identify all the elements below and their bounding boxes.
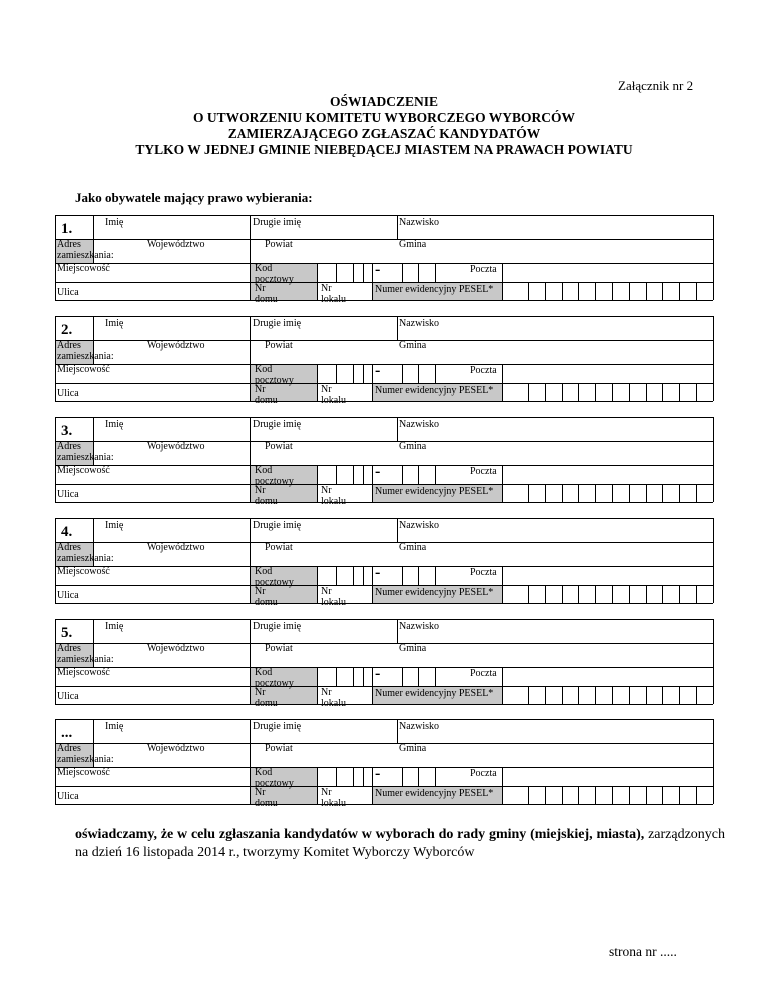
house-number-label: Nr domu xyxy=(255,384,278,406)
address-label: Adres zamieszkania: xyxy=(57,340,114,362)
col-line xyxy=(372,263,373,300)
postal-code-cell[interactable] xyxy=(435,566,436,585)
second-name-label: Drugie imię xyxy=(253,721,302,732)
pesel-digit-cell[interactable] xyxy=(713,282,714,300)
postal-code-cell[interactable] xyxy=(402,465,403,484)
pesel-digit-cell[interactable] xyxy=(713,686,714,704)
postal-code-cell[interactable] xyxy=(336,465,337,484)
pesel-digit-cell[interactable] xyxy=(562,686,563,704)
apartment-field[interactable] xyxy=(355,786,372,804)
postal-code-cell[interactable] xyxy=(402,364,403,383)
row-line xyxy=(55,300,713,301)
pesel-digit-cell[interactable] xyxy=(562,383,563,401)
locality-label: Miejscowość xyxy=(57,566,110,577)
municipality-field[interactable] xyxy=(397,239,713,263)
entry-number: 4. xyxy=(61,524,73,540)
pesel-digit-cell[interactable] xyxy=(528,786,529,804)
pesel-digit-cell[interactable] xyxy=(629,282,630,300)
pesel-digit-cell[interactable] xyxy=(528,686,529,704)
municipality-label: Gmina xyxy=(399,542,427,553)
page-number: strona nr ..... xyxy=(609,944,677,959)
col-line xyxy=(372,364,373,401)
col-line xyxy=(372,465,373,502)
pesel-digit-cell[interactable] xyxy=(578,686,579,704)
row-line xyxy=(55,804,713,805)
voivodeship-label: Województwo xyxy=(147,340,205,351)
col-line xyxy=(372,566,373,603)
municipality-label: Gmina xyxy=(399,643,427,654)
voivodeship-label: Województwo xyxy=(147,542,205,553)
pesel-digit-cell[interactable] xyxy=(612,484,613,502)
street-label: Ulica xyxy=(57,590,79,601)
row-line xyxy=(55,401,713,402)
municipality-field[interactable] xyxy=(397,542,713,566)
postal-code-dash: - xyxy=(375,261,381,278)
postal-code-cell[interactable] xyxy=(435,263,436,282)
apartment-number-label: Nr lokalu xyxy=(321,687,346,709)
pesel-label: Numer ewidencyjny PESEL* xyxy=(375,486,494,497)
postal-code-cell[interactable] xyxy=(353,566,354,585)
person-entry xyxy=(55,417,713,507)
postal-code-cell[interactable] xyxy=(353,667,354,686)
apartment-field[interactable] xyxy=(355,383,372,401)
postal-code-cell[interactable] xyxy=(363,465,364,484)
postal-code-dash: - xyxy=(375,665,381,682)
pesel-digit-cell[interactable] xyxy=(679,585,680,603)
pesel-digit-cell[interactable] xyxy=(679,786,680,804)
postal-code-cell[interactable] xyxy=(336,364,337,383)
locality-label: Miejscowość xyxy=(57,364,110,375)
pesel-digit-cell[interactable] xyxy=(646,585,647,603)
person-entry xyxy=(55,619,713,709)
title-line-2: O UTWORZENIU KOMITETU WYBORCZEGO WYBORCÓW xyxy=(192,110,576,125)
street-label: Ulica xyxy=(57,691,79,702)
pesel-digit-cell[interactable] xyxy=(545,383,546,401)
pesel-digit-cell[interactable] xyxy=(612,282,613,300)
pesel-digit-cell[interactable] xyxy=(595,786,596,804)
street-field[interactable] xyxy=(55,383,250,401)
municipality-field[interactable] xyxy=(397,340,713,364)
postal-code-cell[interactable] xyxy=(363,767,364,786)
postal-code-cell[interactable] xyxy=(353,767,354,786)
pesel-digit-cell[interactable] xyxy=(545,585,546,603)
entry-number: 5. xyxy=(61,625,73,641)
title-line-3: ZAMIERZAJĄCEGO ZGŁASZAĆ KANDYDATÓW xyxy=(227,126,541,141)
pesel-digit-cell[interactable] xyxy=(578,282,579,300)
pesel-digit-cell[interactable] xyxy=(578,786,579,804)
pesel-digit-cell[interactable] xyxy=(528,383,529,401)
postal-code-cell[interactable] xyxy=(435,667,436,686)
second-name-label: Drugie imię xyxy=(253,621,302,632)
post-office-label: Poczta xyxy=(470,668,497,679)
pesel-digit-cell[interactable] xyxy=(679,383,680,401)
pesel-digit-cell[interactable] xyxy=(679,484,680,502)
post-office-field[interactable] xyxy=(502,566,713,585)
post-office-label: Poczta xyxy=(470,264,497,275)
county-label: Powiat xyxy=(265,643,293,654)
postal-code-label: Kod pocztowy xyxy=(255,263,294,285)
pesel-digit-cell[interactable] xyxy=(595,686,596,704)
pesel-digit-cell[interactable] xyxy=(696,484,697,502)
municipality-label: Gmina xyxy=(399,441,427,452)
post-office-label: Poczta xyxy=(470,466,497,477)
locality-label: Miejscowość xyxy=(57,767,110,778)
postal-code-cell[interactable] xyxy=(435,767,436,786)
postal-code-cell[interactable] xyxy=(418,667,419,686)
second-name-label: Drugie imię xyxy=(253,217,302,228)
pesel-digit-cell[interactable] xyxy=(646,282,647,300)
pesel-digit-cell[interactable] xyxy=(578,484,579,502)
street-label: Ulica xyxy=(57,791,79,802)
pesel-label: Numer ewidencyjny PESEL* xyxy=(375,688,494,699)
pesel-digit-cell[interactable] xyxy=(545,786,546,804)
pesel-label: Numer ewidencyjny PESEL* xyxy=(375,587,494,598)
street-field[interactable] xyxy=(55,484,250,502)
post-office-field[interactable] xyxy=(502,364,713,383)
pesel-digit-cell[interactable] xyxy=(629,686,630,704)
postal-code-cell[interactable] xyxy=(363,667,364,686)
street-field[interactable] xyxy=(55,686,250,704)
person-entry xyxy=(55,215,713,305)
municipality-label: Gmina xyxy=(399,239,427,250)
second-name-label: Drugie imię xyxy=(253,520,302,531)
house-number-label: Nr domu xyxy=(255,687,278,709)
postal-code-cell[interactable] xyxy=(363,263,364,282)
apartment-field[interactable] xyxy=(355,686,372,704)
address-label: Adres zamieszkania: xyxy=(57,643,114,665)
postal-code-cell[interactable] xyxy=(363,364,364,383)
county-label: Powiat xyxy=(265,743,293,754)
locality-label: Miejscowość xyxy=(57,465,110,476)
postal-code-cell[interactable] xyxy=(402,767,403,786)
title-line-4: TYLKO W JEDNEJ GMINIE NIEBĘDĄCEJ MIASTEM NA PRAWACH POWIATU xyxy=(135,142,633,157)
surname-field[interactable] xyxy=(397,215,713,239)
voivodeship-label: Województwo xyxy=(147,239,205,250)
pesel-digit-cell[interactable] xyxy=(662,585,663,603)
pesel-digit-cell[interactable] xyxy=(646,484,647,502)
first-name-label: Imię xyxy=(105,520,124,531)
house-number-label: Nr domu xyxy=(255,283,278,305)
municipality-field[interactable] xyxy=(397,441,713,465)
street-field[interactable] xyxy=(55,282,250,300)
house-number-label: Nr domu xyxy=(255,485,278,507)
declaration xyxy=(75,826,725,862)
pesel-digit-cell[interactable] xyxy=(545,282,546,300)
postal-code-dash: - xyxy=(375,463,381,480)
house-number-label: Nr domu xyxy=(255,586,278,608)
row-line xyxy=(55,704,713,705)
address-label: Adres zamieszkania: xyxy=(57,542,114,564)
pesel-digit-cell[interactable] xyxy=(545,484,546,502)
pesel-digit-cell[interactable] xyxy=(662,686,663,704)
pesel-digit-cell[interactable] xyxy=(562,585,563,603)
post-office-label: Poczta xyxy=(470,768,497,779)
person-entry xyxy=(55,316,713,406)
apartment-number-label: Nr lokalu xyxy=(321,586,346,608)
pesel-digit-cell[interactable] xyxy=(578,383,579,401)
apartment-number-label: Nr lokalu xyxy=(321,485,346,507)
postal-code-dash: - xyxy=(375,362,381,379)
pesel-digit-cell[interactable] xyxy=(696,786,697,804)
locality-label: Miejscowość xyxy=(57,263,110,274)
postal-code-label: Kod pocztowy xyxy=(255,767,294,789)
apartment-field[interactable] xyxy=(355,484,372,502)
county-label: Powiat xyxy=(265,542,293,553)
pesel-label: Numer ewidencyjny PESEL* xyxy=(375,385,494,396)
postal-code-cell[interactable] xyxy=(336,263,337,282)
postal-code-cell[interactable] xyxy=(418,767,419,786)
pesel-digit-cell[interactable] xyxy=(595,585,596,603)
pesel-digit-cell[interactable] xyxy=(662,484,663,502)
pesel-digit-cell[interactable] xyxy=(528,282,529,300)
first-name-label: Imię xyxy=(105,318,124,329)
postal-code-label: Kod pocztowy xyxy=(255,465,294,487)
annex-label: Załącznik nr 2 xyxy=(618,78,694,93)
street-label: Ulica xyxy=(57,287,79,298)
apartment-number-label: Nr lokalu xyxy=(321,787,346,809)
post-office-field[interactable] xyxy=(502,465,713,484)
pesel-digit-cell[interactable] xyxy=(662,383,663,401)
address-label: Adres zamieszkania: xyxy=(57,239,114,261)
pesel-digit-cell[interactable] xyxy=(612,686,613,704)
post-office-field[interactable] xyxy=(502,667,713,686)
pesel-digit-cell[interactable] xyxy=(713,585,714,603)
intro-text: Jako obywatele mający prawo wybierania: xyxy=(75,190,313,205)
row-line xyxy=(55,502,713,503)
post-office-field[interactable] xyxy=(502,767,713,786)
pesel-digit-cell[interactable] xyxy=(629,484,630,502)
surname-label: Nazwisko xyxy=(399,520,439,531)
pesel-digit-cell[interactable] xyxy=(612,585,613,603)
address-label: Adres zamieszkania: xyxy=(57,441,114,463)
col-line xyxy=(372,767,373,804)
county-label: Powiat xyxy=(265,340,293,351)
person-entry xyxy=(55,518,713,608)
pesel-digit-cell[interactable] xyxy=(646,786,647,804)
first-name-label: Imię xyxy=(105,621,124,632)
surname-field[interactable] xyxy=(397,316,713,340)
pesel-digit-cell[interactable] xyxy=(696,282,697,300)
pesel-digit-cell[interactable] xyxy=(696,686,697,704)
declaration-part2: zgłaszania kandydatów w wyborach do rady gminy (miejskiej, miasta), xyxy=(218,827,645,842)
postal-code-cell[interactable] xyxy=(353,465,354,484)
apartment-field[interactable] xyxy=(355,282,372,300)
postal-code-cell[interactable] xyxy=(353,263,354,282)
county-label: Powiat xyxy=(265,239,293,250)
voivodeship-label: Województwo xyxy=(147,743,205,754)
pesel-digit-cell[interactable] xyxy=(612,383,613,401)
postal-code-label: Kod pocztowy xyxy=(255,667,294,689)
voivodeship-label: Województwo xyxy=(147,441,205,452)
post-office-label: Poczta xyxy=(470,365,497,376)
postal-code-cell[interactable] xyxy=(402,263,403,282)
pesel-label: Numer ewidencyjny PESEL* xyxy=(375,788,494,799)
locality-label: Miejscowość xyxy=(57,667,110,678)
pesel-digit-cell[interactable] xyxy=(595,383,596,401)
pesel-digit-cell[interactable] xyxy=(612,786,613,804)
entry-number: 3. xyxy=(61,423,73,439)
postal-code-label: Kod pocztowy xyxy=(255,364,294,386)
pesel-digit-cell[interactable] xyxy=(562,786,563,804)
pesel-digit-cell[interactable] xyxy=(679,282,680,300)
voivodeship-label: Województwo xyxy=(147,643,205,654)
pesel-digit-cell[interactable] xyxy=(629,786,630,804)
pesel-digit-cell[interactable] xyxy=(646,383,647,401)
surname-field[interactable] xyxy=(397,619,713,643)
surname-field[interactable] xyxy=(397,518,713,542)
postal-code-cell[interactable] xyxy=(418,364,419,383)
pesel-digit-cell[interactable] xyxy=(713,786,714,804)
first-name-label: Imię xyxy=(105,721,124,732)
pesel-digit-cell[interactable] xyxy=(679,686,680,704)
municipality-label: Gmina xyxy=(399,340,427,351)
street-field[interactable] xyxy=(55,585,250,603)
pesel-digit-cell[interactable] xyxy=(662,282,663,300)
street-label: Ulica xyxy=(57,489,79,500)
apartment-number-label: Nr lokalu xyxy=(321,384,346,406)
pesel-digit-cell[interactable] xyxy=(696,383,697,401)
postal-code-cell[interactable] xyxy=(402,667,403,686)
pesel-digit-cell[interactable] xyxy=(713,383,714,401)
second-name-label: Drugie imię xyxy=(253,419,302,430)
pesel-digit-cell[interactable] xyxy=(562,282,563,300)
postal-code-cell[interactable] xyxy=(418,465,419,484)
pesel-digit-cell[interactable] xyxy=(646,686,647,704)
county-label: Powiat xyxy=(265,441,293,452)
pesel-digit-cell[interactable] xyxy=(662,786,663,804)
surname-label: Nazwisko xyxy=(399,318,439,329)
postal-code-cell[interactable] xyxy=(435,465,436,484)
col-line xyxy=(372,667,373,704)
pesel-digit-cell[interactable] xyxy=(713,484,714,502)
pesel-label: Numer ewidencyjny PESEL* xyxy=(375,284,494,295)
postal-code-cell[interactable] xyxy=(402,566,403,585)
surname-label: Nazwisko xyxy=(399,621,439,632)
post-office-field[interactable] xyxy=(502,263,713,282)
row-line xyxy=(55,603,713,604)
title-line-1: OŚWIADCZENIE xyxy=(329,94,439,109)
street-label: Ulica xyxy=(57,388,79,399)
apartment-field[interactable] xyxy=(355,585,372,603)
pesel-digit-cell[interactable] xyxy=(595,282,596,300)
postal-code-cell[interactable] xyxy=(418,263,419,282)
pesel-digit-cell[interactable] xyxy=(629,383,630,401)
surname-label: Nazwisko xyxy=(399,721,439,732)
apartment-number-label: Nr lokalu xyxy=(321,283,346,305)
municipality-field[interactable] xyxy=(397,743,713,767)
surname-label: Nazwisko xyxy=(399,419,439,430)
pesel-digit-cell[interactable] xyxy=(595,484,596,502)
entry-number: 2. xyxy=(61,322,73,338)
post-office-label: Poczta xyxy=(470,567,497,578)
postal-code-dash: - xyxy=(375,564,381,581)
surname-field[interactable] xyxy=(397,719,713,743)
person-entry xyxy=(55,719,713,809)
postal-code-label: Kod pocztowy xyxy=(255,566,294,588)
declaration-part3: zarządzonych na dzień 16 listopada 2014 r., tworzymy Komitet Wyborczy Wyborców xyxy=(75,827,726,860)
second-name-label: Drugie imię xyxy=(253,318,302,329)
surname-label: Nazwisko xyxy=(399,217,439,228)
first-name-label: Imię xyxy=(105,419,124,430)
municipality-label: Gmina xyxy=(399,743,427,754)
postal-code-cell[interactable] xyxy=(418,566,419,585)
surname-field[interactable] xyxy=(397,417,713,441)
entry-number: ... xyxy=(61,725,73,741)
pesel-digit-cell[interactable] xyxy=(528,585,529,603)
house-number-label: Nr domu xyxy=(255,787,278,809)
address-label: Adres zamieszkania: xyxy=(57,743,114,765)
pesel-digit-cell[interactable] xyxy=(578,585,579,603)
postal-code-cell[interactable] xyxy=(336,566,337,585)
pesel-digit-cell[interactable] xyxy=(629,585,630,603)
street-field[interactable] xyxy=(55,786,250,804)
pesel-digit-cell[interactable] xyxy=(528,484,529,502)
postal-code-dash: - xyxy=(375,765,381,782)
postal-code-cell[interactable] xyxy=(336,767,337,786)
postal-code-cell[interactable] xyxy=(336,667,337,686)
municipality-field[interactable] xyxy=(397,643,713,667)
declaration-part1: oświadczamy, że w celu xyxy=(75,827,216,842)
pesel-digit-cell[interactable] xyxy=(562,484,563,502)
pesel-digit-cell[interactable] xyxy=(696,585,697,603)
pesel-digit-cell[interactable] xyxy=(545,686,546,704)
postal-code-cell[interactable] xyxy=(363,566,364,585)
first-name-label: Imię xyxy=(105,217,124,228)
entry-number: 1. xyxy=(61,221,73,237)
postal-code-cell[interactable] xyxy=(353,364,354,383)
postal-code-cell[interactable] xyxy=(435,364,436,383)
